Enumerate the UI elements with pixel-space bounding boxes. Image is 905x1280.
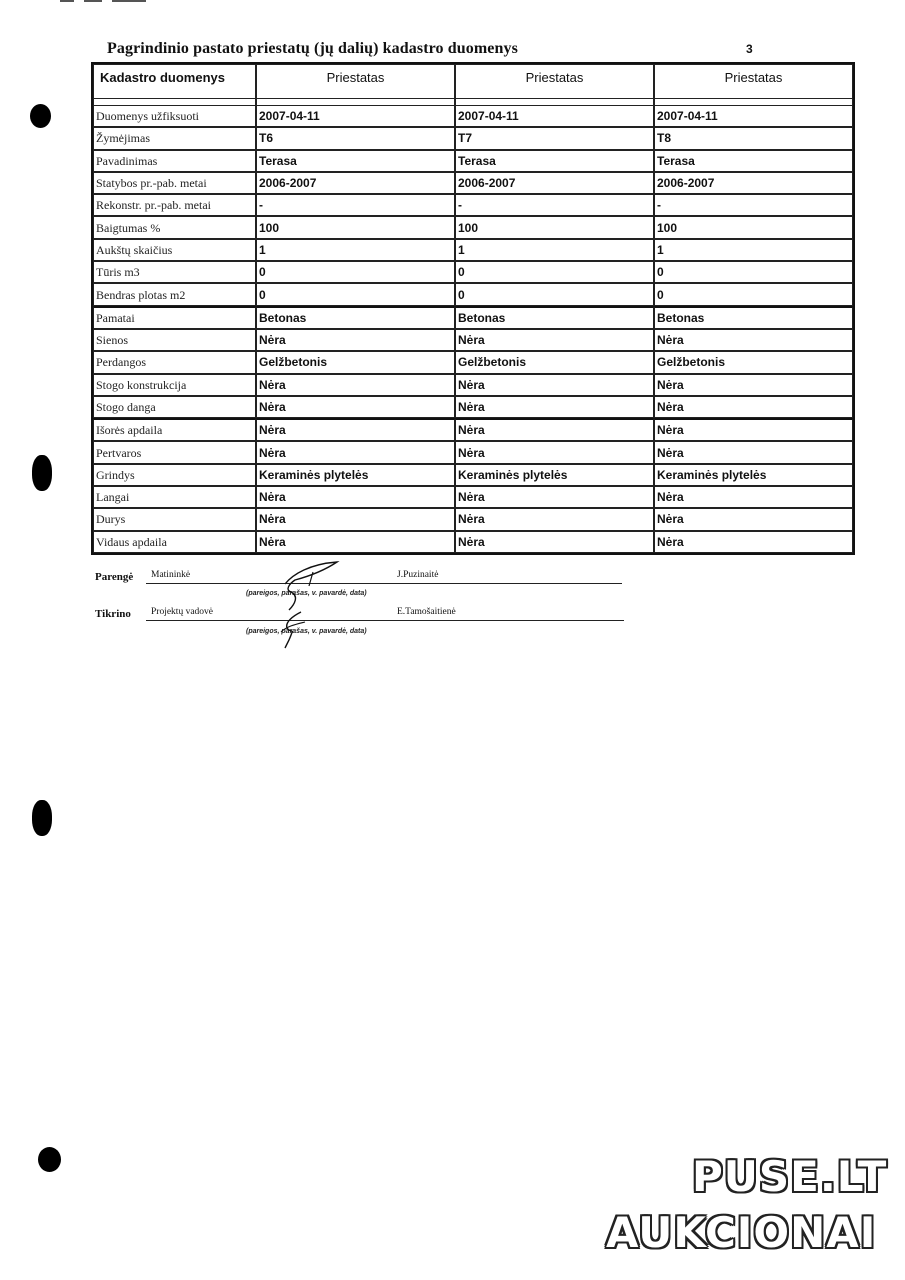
- header-cell: Priestatas: [455, 64, 654, 99]
- cell-value: Gelžbetonis: [654, 351, 853, 373]
- row-label: Langai: [93, 486, 256, 508]
- row-label: Baigtumas %: [93, 216, 256, 238]
- row-label: Sienos: [93, 329, 256, 351]
- table-row: [93, 396, 853, 418]
- table-row: [93, 351, 853, 373]
- cell-value: 2007-04-11: [455, 105, 654, 127]
- table-row: [93, 508, 853, 530]
- cell-value: Nėra: [654, 396, 853, 418]
- row-label: Išorės apdaila: [93, 418, 256, 441]
- table-row: [93, 329, 853, 351]
- cadastral-data-table: [91, 62, 855, 555]
- checked-label: Tikrino: [95, 608, 131, 620]
- header-cell: Kadastro duomenys: [93, 64, 256, 99]
- cell-value: Nėra: [455, 441, 654, 463]
- cell-value: Nėra: [654, 486, 853, 508]
- cell-value: T8: [654, 127, 853, 149]
- cell-value: 0: [256, 261, 455, 283]
- row-label: Rekonstr. pr.-pab. metai: [93, 194, 256, 216]
- table-row: [93, 464, 853, 486]
- cell-value: Nėra: [455, 486, 654, 508]
- cell-value: Terasa: [654, 150, 853, 172]
- prepared-name: J.Puzinaitė: [397, 570, 439, 580]
- cell-value: Nėra: [256, 396, 455, 418]
- checked-by-row: [95, 608, 131, 620]
- cell-value: Gelžbetonis: [256, 351, 455, 373]
- row-label: Statybos pr.-pab. metai: [93, 172, 256, 194]
- cell-value: 2007-04-11: [256, 105, 455, 127]
- cell-value: -: [256, 194, 455, 216]
- row-label: Pavadinimas: [93, 150, 256, 172]
- cell-value: 0: [654, 283, 853, 305]
- prepared-label: Parengė: [95, 571, 134, 583]
- cell-value: Nėra: [455, 418, 654, 441]
- scan-artifact: [60, 0, 180, 3]
- table-row: [93, 531, 853, 553]
- cell-value: -: [455, 194, 654, 216]
- cell-value: 0: [654, 261, 853, 283]
- cell-value: Gelžbetonis: [455, 351, 654, 373]
- page-number: 3: [746, 42, 753, 56]
- checked-signature-note: (pareigos, parašas, v. pavardė, data): [246, 628, 367, 635]
- punch-hole: [32, 800, 52, 836]
- table-row: [93, 374, 853, 396]
- table-row: [93, 261, 853, 283]
- cell-value: T6: [256, 127, 455, 149]
- cell-value: Nėra: [654, 374, 853, 396]
- cell-value: 2006-2007: [455, 172, 654, 194]
- cell-value: 0: [256, 283, 455, 305]
- cell-value: Nėra: [455, 396, 654, 418]
- checked-position: Projektų vadovė: [151, 607, 214, 617]
- prepared-position: Matininkė: [151, 570, 191, 580]
- cell-value: Nėra: [256, 329, 455, 351]
- table-row: [93, 283, 853, 305]
- header-cell: Priestatas: [654, 64, 853, 99]
- cell-value: Nėra: [654, 508, 853, 530]
- cell-value: Nėra: [455, 329, 654, 351]
- cell-value: Nėra: [256, 374, 455, 396]
- header-cell: Priestatas: [256, 64, 455, 99]
- cell-value: Nėra: [256, 508, 455, 530]
- cell-value: Nėra: [455, 374, 654, 396]
- row-label: Stogo konstrukcija: [93, 374, 256, 396]
- cell-value: Nėra: [654, 418, 853, 441]
- table-row: [93, 105, 853, 127]
- punch-hole: [32, 455, 52, 491]
- prepared-by-row: [95, 571, 133, 583]
- table-row: [93, 172, 853, 194]
- punch-hole: [30, 104, 51, 128]
- table-row: [93, 306, 853, 329]
- cell-value: Keraminės plytelės: [654, 464, 853, 486]
- watermark-line1: PUSE.LT: [692, 1152, 888, 1201]
- row-label: Durys: [93, 508, 256, 530]
- cell-value: 1: [256, 239, 455, 261]
- table-row: [93, 127, 853, 149]
- row-label: Pamatai: [93, 306, 256, 329]
- watermark-line2: AUKCIONAI: [606, 1208, 877, 1257]
- cell-value: T7: [455, 127, 654, 149]
- cell-value: Nėra: [654, 441, 853, 463]
- cell-value: Keraminės plytelės: [455, 464, 654, 486]
- cell-value: Nėra: [256, 441, 455, 463]
- table-row: [93, 441, 853, 463]
- cell-value: Nėra: [654, 329, 853, 351]
- checked-name: E.Tamošaitienė: [397, 607, 456, 617]
- table-row: [93, 486, 853, 508]
- cell-value: Nėra: [256, 486, 455, 508]
- handwritten-signature: [255, 556, 350, 651]
- cell-value: Nėra: [455, 508, 654, 530]
- row-label: Žymėjimas: [93, 127, 256, 149]
- prepared-signature-note: (pareigos, parašas, v. pavardė, data): [246, 590, 367, 597]
- row-label: Bendras plotas m2: [93, 283, 256, 305]
- cell-value: 0: [455, 261, 654, 283]
- cell-value: -: [654, 194, 853, 216]
- cell-value: 0: [455, 283, 654, 305]
- cell-value: Nėra: [654, 531, 853, 553]
- row-label: Pertvaros: [93, 441, 256, 463]
- cell-value: 100: [654, 216, 853, 238]
- row-label: Perdangos: [93, 351, 256, 373]
- cell-value: Nėra: [256, 418, 455, 441]
- row-label: Aukštų skaičius: [93, 239, 256, 261]
- table-row: [93, 194, 853, 216]
- cell-value: Keraminės plytelės: [256, 464, 455, 486]
- cell-value: 2006-2007: [256, 172, 455, 194]
- cell-value: Betonas: [455, 306, 654, 329]
- row-label: Stogo danga: [93, 396, 256, 418]
- row-label: Duomenys užfiksuoti: [93, 105, 256, 127]
- table-header-row: [93, 64, 853, 99]
- cell-value: 1: [654, 239, 853, 261]
- cell-value: Betonas: [256, 306, 455, 329]
- row-label: Grindys: [93, 464, 256, 486]
- cell-value: 2007-04-11: [654, 105, 853, 127]
- cell-value: Nėra: [256, 531, 455, 553]
- cell-value: Terasa: [256, 150, 455, 172]
- cell-value: 2006-2007: [654, 172, 853, 194]
- document-title: Pagrindinio pastato priestatų (jų dalių) kadastro duomenys: [107, 40, 518, 57]
- cell-value: 100: [455, 216, 654, 238]
- checked-signature-line: [146, 620, 624, 621]
- table-row: [93, 150, 853, 172]
- cell-value: Terasa: [455, 150, 654, 172]
- row-label: Vidaus apdaila: [93, 531, 256, 553]
- punch-hole: [38, 1147, 61, 1172]
- cell-value: 100: [256, 216, 455, 238]
- table-row: [93, 239, 853, 261]
- prepared-signature-line: [146, 583, 622, 584]
- table-row: [93, 418, 853, 441]
- cell-value: Betonas: [654, 306, 853, 329]
- row-label: Tūris m3: [93, 261, 256, 283]
- table-row: [93, 216, 853, 238]
- cell-value: 1: [455, 239, 654, 261]
- cell-value: Nėra: [455, 531, 654, 553]
